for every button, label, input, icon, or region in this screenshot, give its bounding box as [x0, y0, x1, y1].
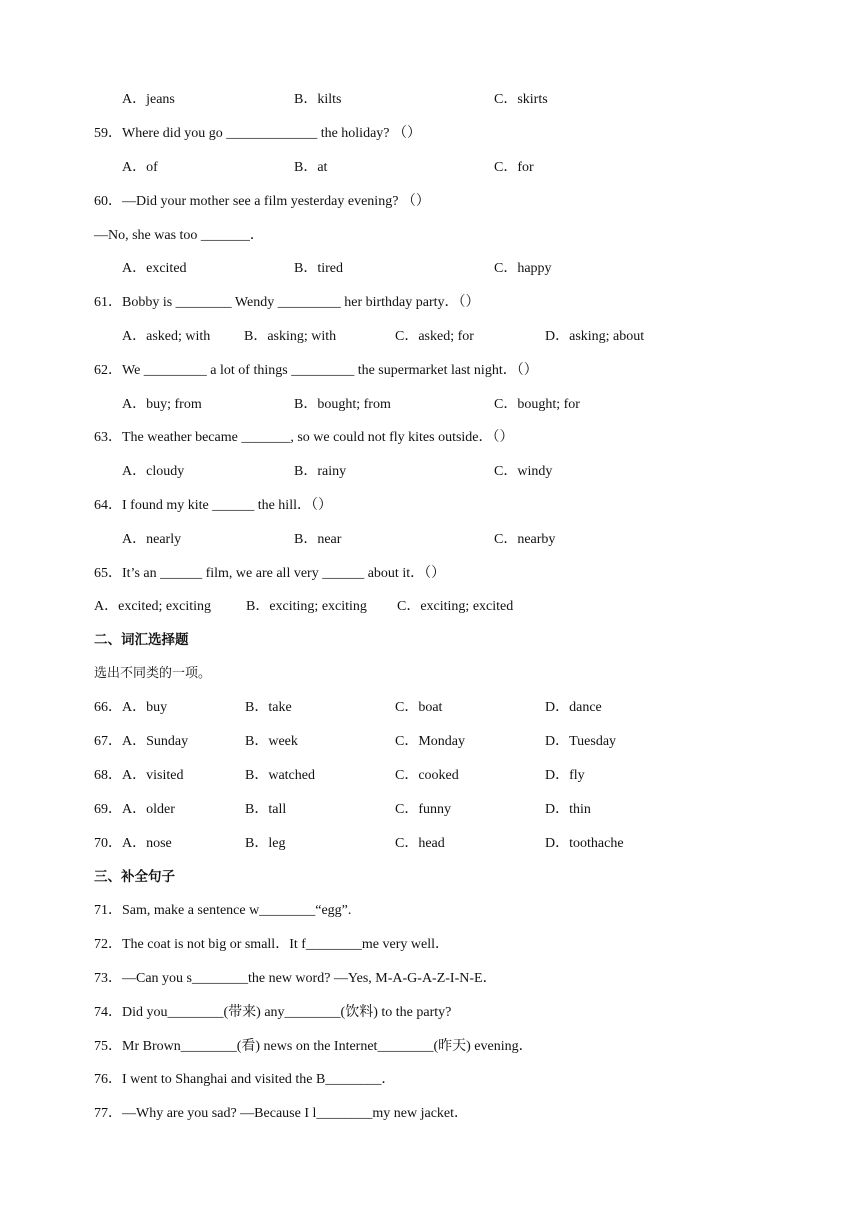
q63-option-c: C．windy	[494, 464, 553, 479]
vocab-68-option-c: C．cooked	[395, 768, 459, 783]
vocab-70-option-b: B．leg	[245, 836, 286, 851]
vocab-69-option-d: D．thin	[545, 802, 591, 817]
q60-text-2: —No, she was too _______．	[94, 228, 264, 243]
sentence-71: 71．Sam, make a sentence w________“egg”.	[94, 903, 352, 918]
q59-text: 59．Where did you go _____________ the holiday? （）	[94, 126, 422, 141]
q63-option-a: A．cloudy	[122, 464, 185, 479]
q60-option-a: A．excited	[122, 261, 187, 276]
q60-text: 60．—Did your mother see a film yesterday evening? （）	[94, 194, 430, 209]
sentence-72: 72．The coat is not big or small．It f________me very well．	[94, 937, 449, 952]
sentence-77: 77．—Why are you sad? —Because I l________my new jacket．	[94, 1106, 469, 1121]
q61-text: 61．Bobby is ________ Wendy _________ her birthday party．（）	[94, 295, 480, 310]
q65-option-b: B．exciting; exciting	[246, 599, 367, 614]
vocab-66-option-b: B．take	[245, 700, 292, 715]
q59-option-a: A．of	[122, 160, 158, 175]
q64-option-b: B．near	[294, 532, 342, 547]
q62-text: 62．We _________ a lot of things _________ the supermarket last night．（）	[94, 363, 538, 378]
q58-option-c: C．skirts	[494, 92, 548, 107]
vocab-66-option-d: D．dance	[545, 700, 602, 715]
q64-text: 64．I found my kite ______ the hill．（）	[94, 498, 332, 513]
vocab-66-option-a: 66．A．buy	[94, 700, 168, 715]
sentence-74: 74．Did you________(带来) any________(饮料) to the party?	[94, 1005, 452, 1020]
section-2-heading: 二、词汇选择题	[94, 632, 189, 648]
vocab-70-option-d: D．toothache	[545, 836, 624, 851]
vocab-69-option-c: C．funny	[395, 802, 451, 817]
q61-option-b: B．asking; with	[244, 329, 337, 344]
vocab-68-option-d: D．fly	[545, 768, 585, 783]
vocab-67-option-d: D．Tuesday	[545, 734, 617, 749]
vocab-70-option-a: 70．A．nose	[94, 836, 172, 851]
q58-option-a: A．jeans	[122, 92, 175, 107]
vocab-70-option-c: C．head	[395, 836, 445, 851]
q58-option-b: B．kilts	[294, 92, 342, 107]
q60-option-b: B．tired	[294, 261, 343, 276]
q61-option-c: C．asked; for	[395, 329, 474, 344]
q65-option-a: A．excited; exciting	[94, 599, 212, 614]
q63-text: 63．The weather became _______, so we could not fly kites outside．（）	[94, 430, 514, 445]
q59-option-c: C．for	[494, 160, 534, 175]
vocab-66-option-c: C．boat	[395, 700, 443, 715]
q59-option-b: B．at	[294, 160, 328, 175]
q61-option-a: A．asked; with	[122, 329, 211, 344]
sentence-76: 76．I went to Shanghai and visited the B________．	[94, 1072, 396, 1087]
q65-option-c: C．exciting; excited	[397, 599, 514, 614]
q64-option-a: A．nearly	[122, 532, 182, 547]
vocab-67-option-a: 67．A．Sunday	[94, 734, 189, 749]
vocab-69-option-b: B．tall	[245, 802, 287, 817]
section-2-instruction: 选出不同类的一项。	[94, 666, 212, 681]
q64-option-c: C．nearby	[494, 532, 556, 547]
q61-option-d: D．asking; about	[545, 329, 645, 344]
vocab-68-option-a: 68．A．visited	[94, 768, 184, 783]
q60-option-c: C．happy	[494, 261, 552, 276]
q63-option-b: B．rainy	[294, 464, 347, 479]
q62-option-c: C．bought; for	[494, 397, 580, 412]
section-3-heading: 三、补全句子	[94, 869, 175, 885]
q62-option-b: B．bought; from	[294, 397, 391, 412]
q62-option-a: A．buy; from	[122, 397, 202, 412]
sentence-73: 73．—Can you s________the new word? —Yes, M-A-G-A-Z-I-N-E．	[94, 971, 497, 986]
vocab-67-option-b: B．week	[245, 734, 298, 749]
q65-text: 65．It’s an ______ film, we are all very ______ about it．（）	[94, 566, 446, 581]
vocab-68-option-b: B．watched	[245, 768, 315, 783]
sentence-75: 75．Mr Brown________(看) news on the Internet________(昨天) evening．	[94, 1039, 533, 1054]
vocab-67-option-c: C．Monday	[395, 734, 465, 749]
vocab-69-option-a: 69．A．older	[94, 802, 175, 817]
